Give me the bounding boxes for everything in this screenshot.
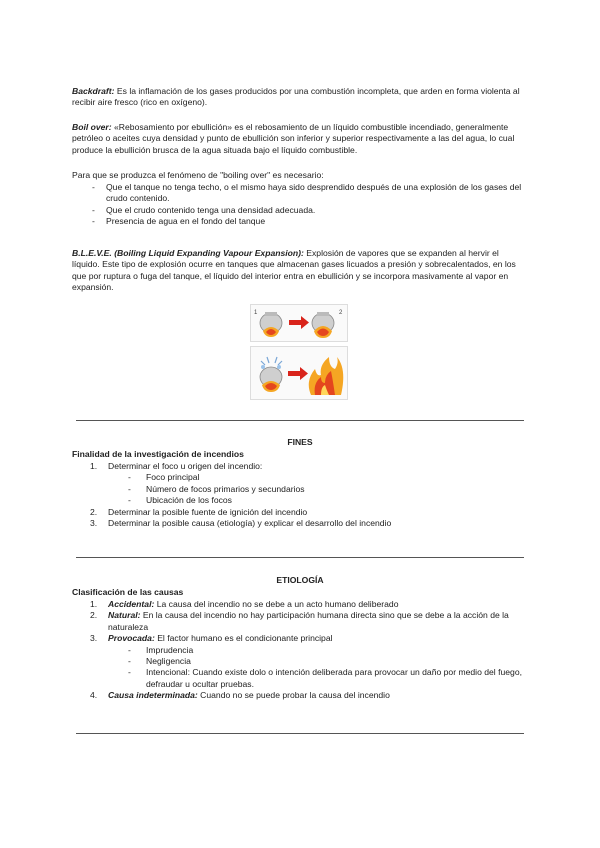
list-item: - Que el tanque no tenga techo, o el mismo haya sido desprendido después de una explosión de los gases del crudo contenido. — [92, 182, 522, 204]
section-divider — [76, 557, 524, 558]
tank-icon — [312, 312, 334, 338]
boilover-term: Boil over: — [72, 122, 112, 132]
list-item: - Presencia de agua en el fondo del tanque — [92, 216, 266, 227]
list-item: - Foco principal — [128, 472, 200, 483]
boilover-text: «Rebosamiento por ebullición» es el rebosamiento de un líquido combustible incendiado, generalmente petróleo o aceites cuya densidad y punto de ebullición son inferior y superior respectivamente a las del agua, lo cual produce la ebullición brusca de la agua situada bajo el líquido combustible. — [72, 122, 515, 155]
list-item: - Que el crudo contenido tenga una densidad adecuada. — [92, 204, 316, 215]
list-item: - Negligencia — [128, 656, 191, 667]
figure-label-1: 1 — [254, 310, 258, 316]
bleve-figure-step-1-2 — [250, 304, 348, 342]
red-arrow-icon — [288, 367, 308, 380]
red-arrow-icon — [289, 316, 309, 329]
list-item: 3. Provocada: El factor humano es el condicionante principal - Imprudencia - Negligencia - Intencional: Cuando existe dolo o intención deliberada para provocar un daño por medio del fuego, defraudar u ocultar pruebas. — [90, 633, 528, 690]
fines-list — [90, 461, 528, 529]
section-divider — [76, 420, 524, 421]
list-item: 2. Determinar la posible fuente de ignición del incendio — [90, 506, 308, 517]
section-subtitle-etiologia: Clasificación de las causas — [72, 587, 184, 597]
section-title-fines: FINES — [287, 437, 313, 447]
boilover-intro: Para que se produzca el fenómeno de "boiling over" es necesario: — [72, 170, 324, 180]
backdraft-text: Es la inflamación de los gases producidos por una combustión incompleta, que arden en forma violenta al recibir aire fresco (rico en oxígeno). — [72, 86, 520, 108]
list-item: - Imprudencia — [128, 644, 194, 655]
backdraft-paragraph — [72, 86, 528, 109]
section-divider — [76, 733, 524, 734]
section-subtitle-fines: Finalidad de la investigación de incendios — [72, 449, 244, 459]
list-item: 2. Natural: En la causa del incendio no hay participación humana directa sino que se debe a la acción de la naturaleza — [90, 610, 509, 632]
bleve-figure-step-3-4 — [250, 346, 348, 400]
list-item: 3. Determinar la posible causa (etiología) y explicar el desarrollo del incendio — [90, 518, 392, 529]
figure-label-2: 2 — [339, 310, 343, 316]
list-item: 1. Accidental: La causa del incendio no se debe a un acto humano deliberado — [90, 599, 399, 609]
list-item: 4. Causa indeterminada: Cuando no se puede probar la causa del incendio — [90, 690, 390, 701]
fireball-icon — [309, 357, 344, 395]
backdraft-term: Backdraft: — [72, 86, 115, 96]
tank-icon — [260, 312, 282, 337]
bleve-paragraph — [72, 248, 528, 294]
tank-icon — [260, 357, 282, 392]
list-item: - Número de focos primarios y secundarios — [128, 483, 305, 494]
list-item: - Ubicación de los focos — [128, 495, 232, 506]
boilover-conditions-list — [92, 182, 528, 228]
section-title-etiologia: ETIOLOGÍA — [276, 575, 324, 585]
bleve-term: B.L.E.V.E. (Boiling Liquid Expanding Vapour Expansion): — [72, 248, 304, 258]
boilover-paragraph — [72, 122, 528, 156]
list-item: - Intencional: Cuando existe dolo o intención deliberada para provocar un daño por medio del fuego, defraudar u ocultar pruebas. — [128, 667, 522, 689]
list-item: 1. Determinar el foco u origen del incendio: - Foco principal - Número de focos primarios y secundarios - Ubicación de los focos — [90, 461, 528, 507]
bleve-text: Explosión de vapores que se expanden al hervir el líquido. Este tipo de explosión ocurre en tanques que almacenan gases licuados a presión y sobrecalentados, en los que por ruptura o fuga del tanque, el líquido del interior entra en ebullición y se incorpora masivamente al vapor en expansión. — [72, 248, 516, 293]
etiologia-list — [90, 599, 528, 702]
